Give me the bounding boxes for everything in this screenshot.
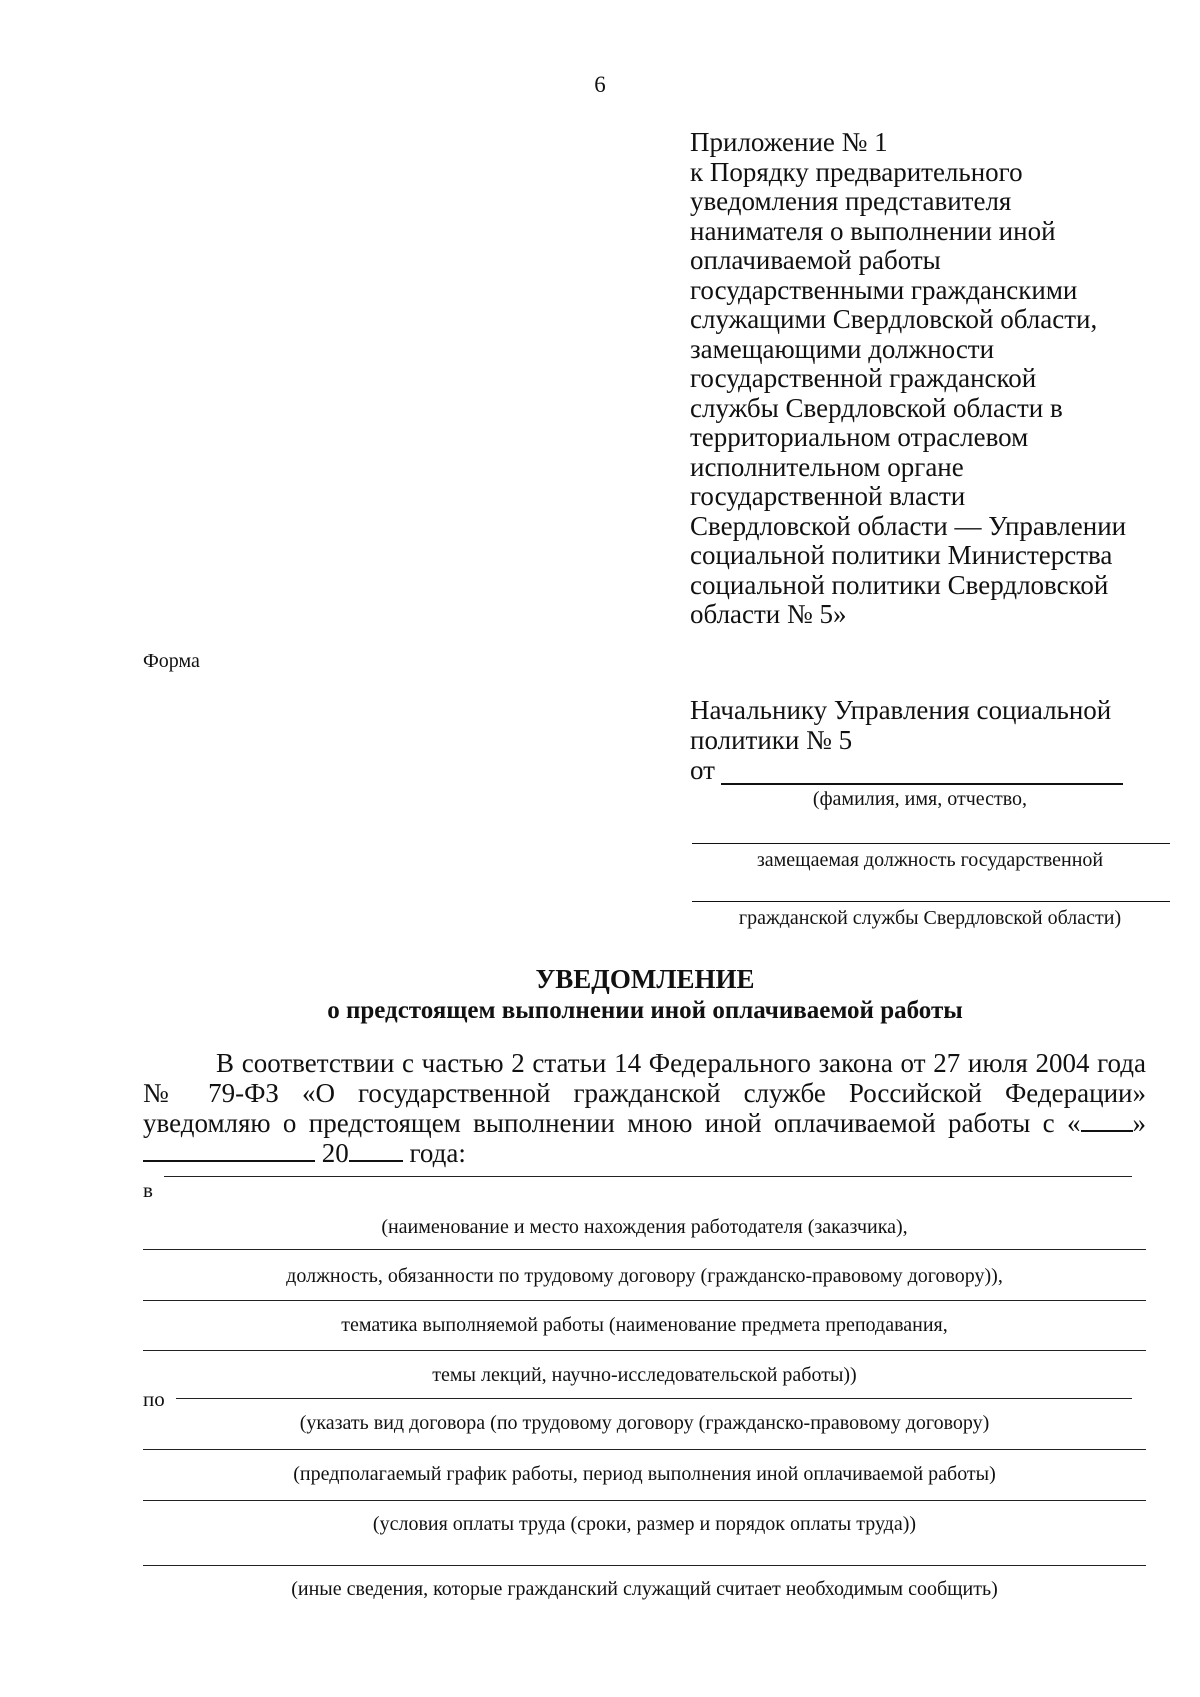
annex-line: Свердловской области — Управлении: [690, 510, 1127, 541]
annex-header: [690, 128, 1170, 630]
from-label: от: [690, 754, 715, 785]
title-main: УВЕДОМЛЕНИЕ: [535, 964, 755, 994]
annex-line: социальной политики Министерства: [690, 540, 1113, 570]
addressee-hint-3: гражданской службы Свердловской области): [738, 907, 1122, 929]
addressee-line-1: Начальнику Управления социальной: [690, 695, 1112, 725]
annex-line: социальной политики Свердловской: [690, 569, 1109, 600]
contract-field[interactable]: [176, 1398, 1132, 1399]
annex-line: области № 5»: [690, 599, 847, 629]
caption-lectures: темы лекций, научно-исследовательской работы)): [432, 1364, 857, 1386]
annex-line: нанимателя о выполнении иной: [690, 215, 1056, 246]
annex-line: замещающими должности: [690, 333, 995, 364]
addressee-line-2: политики № 5: [690, 724, 853, 755]
body-text: В соответствии с частью 2 статьи 14 Федерального закона от 27 июля 2004 года № 79-ФЗ «О государственной гражданской службе Российской Федерации» уведомляю о предстоящем выполнении мною иной оплачиваемой работы с «: [143, 1048, 1146, 1138]
addressee-hint-2: замещаемая должность государственной: [756, 848, 1104, 871]
caption-other-info: (иные сведения, которые гражданский служащий считает необходимым сообщить): [291, 1578, 998, 1600]
from-row: [690, 755, 1170, 785]
annex-line: государственной гражданской: [690, 363, 1037, 393]
duties-field[interactable]: [143, 1249, 1146, 1250]
body-paragraph: [143, 1048, 1146, 1168]
annex-line: служащими Свердловской области,: [690, 304, 1098, 334]
annex-line: оплачиваемой работы: [690, 245, 941, 275]
day-field[interactable]: [1081, 1108, 1133, 1132]
month-field[interactable]: [143, 1138, 315, 1162]
annex-line: государственными гражданскими: [690, 274, 1078, 305]
addressee-block: [690, 696, 1170, 934]
caption-payment: (условия оплаты труда (сроки, размер и порядок оплаты труда)): [372, 1513, 917, 1535]
caption-duties: должность, обязанности по трудовому договору (гражданско-правовому договору)),: [286, 1265, 1003, 1287]
caption-topic: тематика выполняемой работы (наименование предмета преподавания,: [341, 1314, 948, 1336]
payment-field[interactable]: [143, 1500, 1146, 1501]
from-name-field[interactable]: [721, 761, 1123, 785]
annex-line: государственной власти: [690, 481, 966, 511]
by-label: по: [143, 1387, 165, 1411]
in-label: в: [143, 1178, 153, 1202]
page-number: 6: [594, 72, 606, 97]
form-label: Форма: [143, 650, 200, 672]
year-field[interactable]: [349, 1138, 403, 1162]
annex-line: службы Свердловской области в: [690, 392, 1063, 423]
annex-line: исполнительном органе: [690, 451, 964, 482]
caption-employer: (наименование и место нахождения работодателя (заказчика),: [381, 1216, 908, 1238]
annex-line: уведомления представителя: [690, 186, 1012, 216]
addressee-hint-1: (фамилия, имя, отчество,: [812, 788, 1028, 810]
year-prefix: 20: [321, 1138, 349, 1168]
other-info-field[interactable]: [143, 1565, 1146, 1566]
annex-line: к Порядку предварительного: [690, 156, 1023, 187]
schedule-field[interactable]: [143, 1449, 1146, 1450]
caption-contract: (указать вид договора (по трудовому договору (гражданско-правовому договору): [299, 1412, 990, 1434]
annex-line: Приложение № 1: [690, 127, 888, 157]
document-title: [0, 963, 1200, 1027]
title-sub: о предстоящем выполнении иной оплачиваемой работы: [327, 997, 963, 1024]
position-field[interactable]: [692, 815, 1170, 844]
service-field[interactable]: [692, 875, 1170, 902]
caption-schedule: (предполагаемый график работы, период выполнения иной оплачиваемой работы): [293, 1463, 996, 1485]
annex-line: территориальном отраслевом: [690, 422, 1029, 452]
quote-close: »: [1132, 1108, 1146, 1138]
lectures-field[interactable]: [143, 1350, 1146, 1351]
topic-field[interactable]: [143, 1300, 1146, 1301]
employer-field[interactable]: [164, 1176, 1132, 1177]
body-tail: года:: [409, 1138, 466, 1168]
